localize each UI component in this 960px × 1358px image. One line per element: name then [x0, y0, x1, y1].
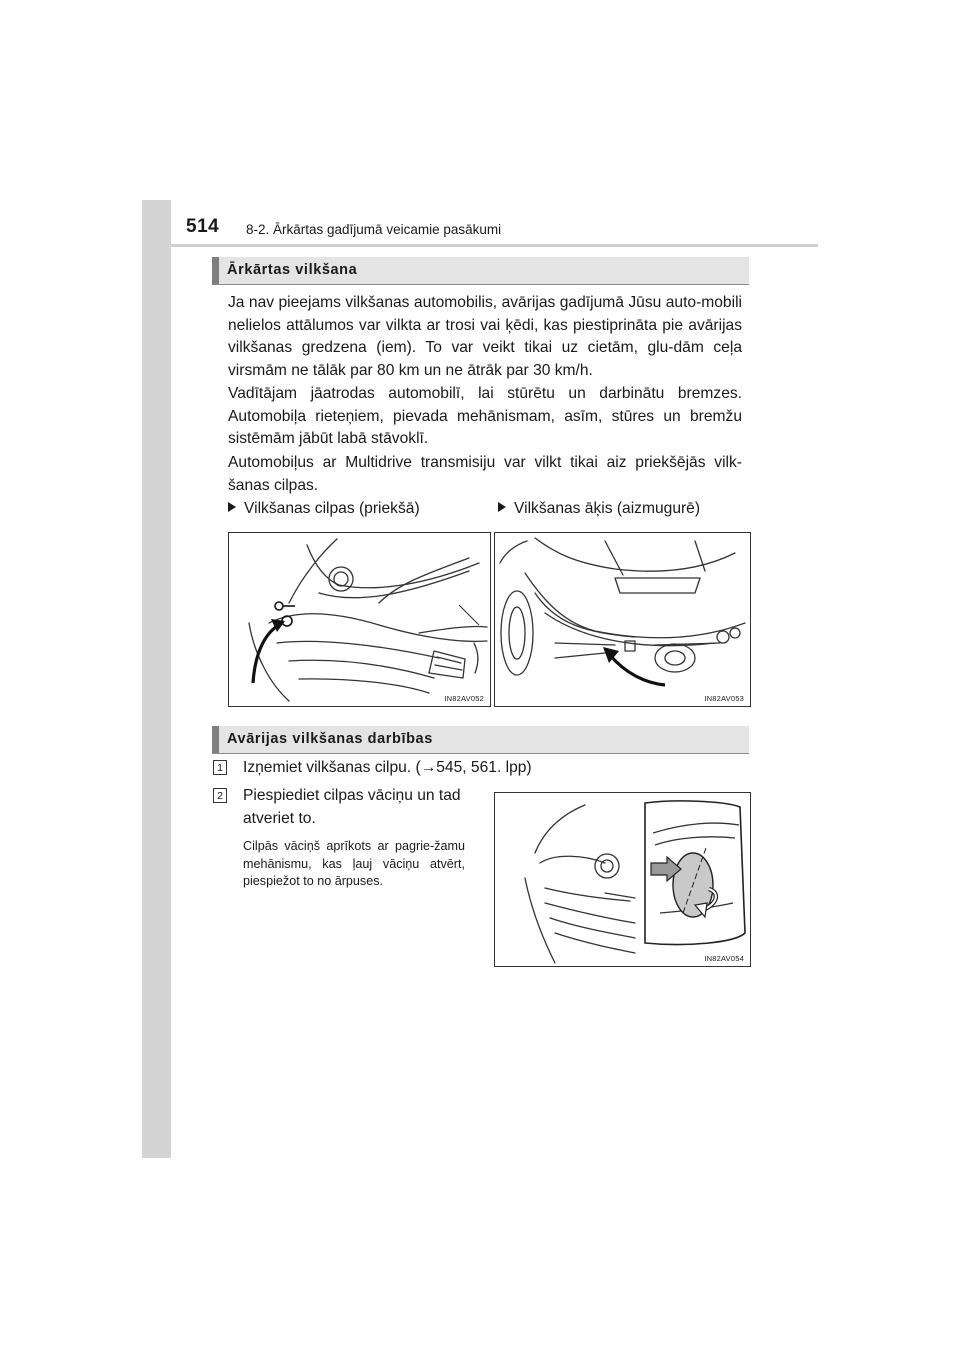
section-heading-towing-steps [212, 726, 749, 753]
eyelet-cover-illustration [495, 793, 750, 966]
front-bumper-illustration [229, 533, 490, 706]
caption-front-eyelet: Vilkšanas cilpas (priekšā) [228, 500, 420, 518]
step-number-badge: 2 [213, 788, 227, 803]
triangle-bullet-icon [228, 502, 236, 512]
section-title: Ārkārtas vilkšana [227, 262, 358, 278]
rear-bumper-illustration [495, 533, 750, 706]
figure-code: IN82AV052 [444, 694, 484, 703]
step-1-text: Izņemiet vilkšanas cilpu. (→545, 561. lpp) [243, 759, 532, 776]
triangle-bullet-icon [498, 502, 506, 512]
figure-code: IN82AV054 [704, 954, 744, 963]
figure-front-towing-eyelet [228, 532, 491, 707]
paragraph-towing-conditions: Ja nav pieejams vilkšanas automobilis, avārijas gadījumā Jūsu auto-mobili nelielos attālumos var vilkta ar trosi vai ķēdi, kas piestiprināta pie avārijas vilkšanas gredzena (iem). To var veikt tikai uz cietām, glu-dām ceļa virsmām ne tālāk par 80 km un ne ātrāk par 30 km/h. [228, 294, 742, 379]
paragraph-multidrive: Automobiļus ar Multidrive transmisiju var vilkt tikai aiz priekšējās vilk-šanas cilpas. [228, 454, 742, 494]
paragraph-driver-requirements: Vadītājam jāatrodas automobilī, lai stūrētu un darbinātu bremzes. Automobiļa rieteņiem, pievada mehānismam, asīm, stūres un bremžu sistēmām jābūt labā stāvoklī. [228, 385, 742, 448]
step-2-note: Cilpās vāciņš aprīkots ar pagrie-žamu mehānismu, kas ļauj vāciņu atvērt, piespiežot to no ārpuses. [243, 839, 465, 888]
section-underline [212, 284, 749, 285]
header-rule [171, 244, 818, 247]
section-title: Avārijas vilkšanas darbības [227, 731, 433, 747]
section-heading-emergency-towing [212, 257, 749, 284]
step-number-badge: 1 [213, 760, 227, 775]
caption-rear-hook: Vilkšanas āķis (aizmugurē) [498, 500, 700, 518]
figure-code: IN82AV053 [704, 694, 744, 703]
side-thumb-band [142, 200, 171, 1158]
running-head: 8-2. Ārkārtas gadījumā veicamie pasākumi [246, 222, 502, 237]
figure-rear-towing-hook [494, 532, 751, 707]
step-2-text: Piespiediet cilpas vāciņu un tad atveriet to. [243, 787, 461, 827]
figure-eyelet-cover [494, 792, 751, 967]
page-number: 514 [186, 216, 220, 237]
section-underline [212, 753, 749, 754]
